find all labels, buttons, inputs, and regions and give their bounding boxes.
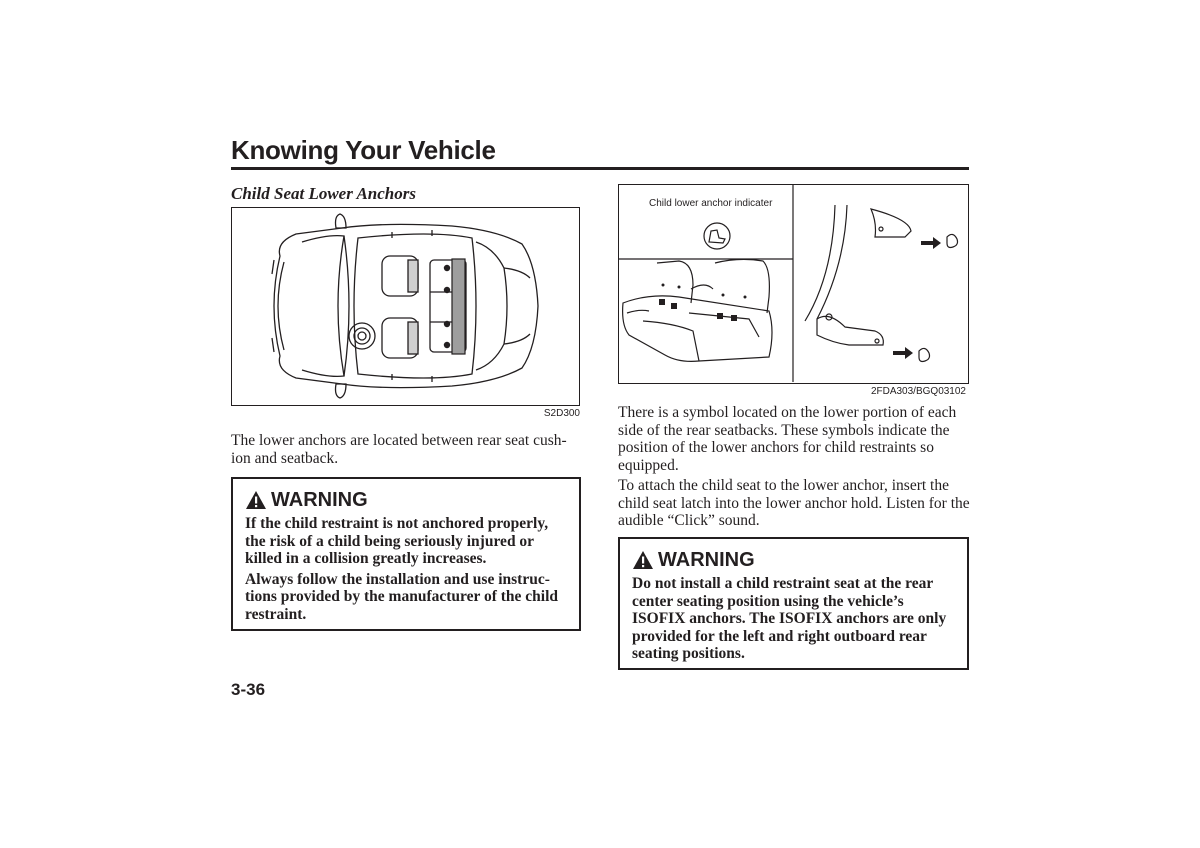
title-divider	[231, 167, 969, 170]
paragraph: The lower anchors are located between rear seat cush- ion and seatback.	[231, 432, 567, 467]
anchor-bar	[452, 259, 465, 354]
warning-box	[231, 477, 581, 631]
warning-box	[618, 537, 969, 670]
warning-paragraph: Always follow the installation and use instruc- tions provided by the manufacturer of the child restraint.	[245, 570, 559, 623]
warning-triangle-icon	[632, 550, 654, 570]
rear-seat-figure	[618, 184, 969, 384]
warning-paragraph: Do not install a child restraint seat at the rear center seating position using the vehicle’s ISOFIX anchors. The ISOFIX anchors are only provided for the left and right outboard rear seating positions.	[632, 575, 947, 662]
rear-seat-illustration	[619, 185, 967, 382]
paragraph: There is a symbol located on the lower portion of each side of the rear seatbacks. These symbols indicate the position of the lower anchors for child restraints so equipped.	[618, 404, 957, 474]
figure-label: Child lower anchor indicater	[649, 198, 773, 209]
warning-triangle-icon	[245, 490, 267, 510]
figure-code: 2FDA303/BGQ03102	[870, 386, 966, 397]
car-top-view-illustration	[232, 208, 578, 404]
page-title: Knowing Your Vehicle	[231, 135, 496, 165]
car-top-view-figure	[231, 207, 580, 406]
warning-title: WARNING	[271, 489, 368, 511]
warning-paragraph: If the child restraint is not anchored properly, the risk of a child being seriously injured or killed in a collision greatly increases.	[245, 515, 549, 567]
section-subheading: Child Seat Lower Anchors	[231, 184, 416, 203]
page-number: 3-36	[231, 680, 266, 699]
paragraph: To attach the child seat to the lower anchor, insert the child seat latch into the lower anchor hold. Listen for the audible “Click” sound.	[618, 477, 970, 529]
figure-code: S2D300	[543, 408, 580, 419]
warning-title: WARNING	[658, 549, 755, 571]
